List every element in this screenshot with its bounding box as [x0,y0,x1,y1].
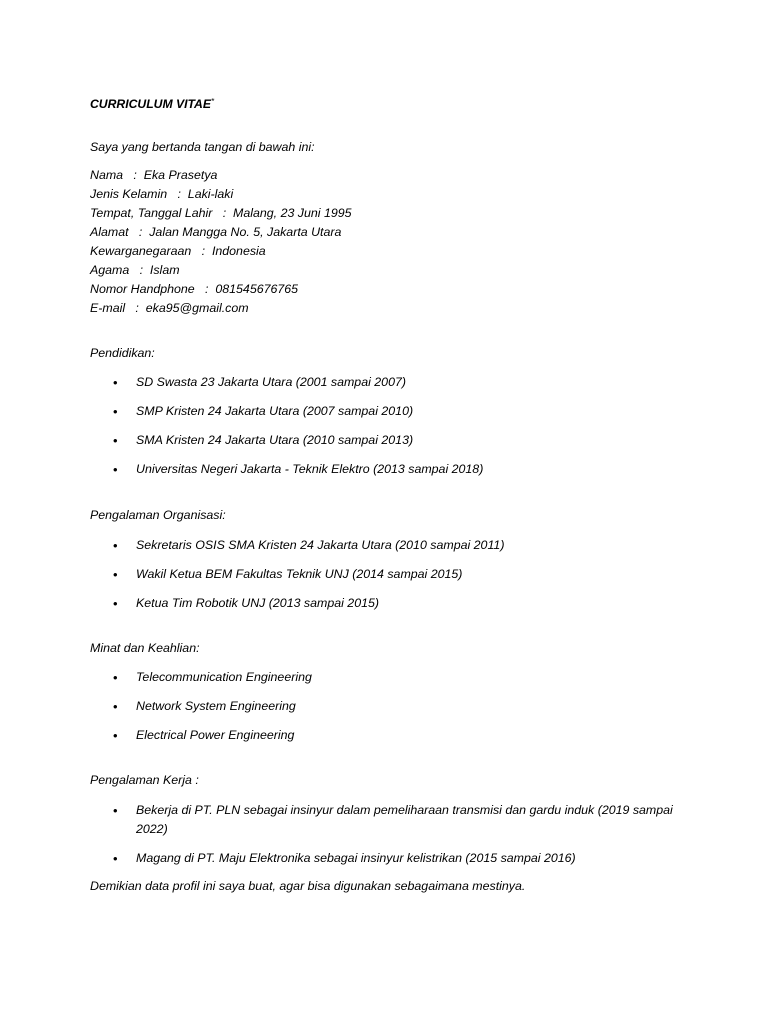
field-value: Indonesia [211,244,266,258]
skills-list [90,668,690,755]
personal-row-gender: Jenis Kelamin : Laki-laki [90,187,234,201]
list-item: • Sekretaris OSIS SMA Kristen 24 Jakarta Utara (2010 sampai 2011) [90,536,690,555]
list-item: • SD Swasta 23 Jakarta Utara (2001 sampai 2007) [90,373,690,392]
personal-row-religion: Agama : Islam [90,263,180,277]
education-list [90,373,690,489]
field-value: Eka Prasetya [143,168,218,182]
field-label: Nomor Handphone [90,282,195,296]
cv-document [90,0,690,1024]
field-label: E-mail [90,301,126,315]
section-heading-education: Pendidikan: [90,346,155,360]
organization-list [90,536,690,623]
list-item: • Magang di PT. Maju Elektronika sebagai insinyur kelistrikan (2015 sampai 2016) [90,849,690,868]
list-item: • Universitas Negeri Jakarta - Teknik Elektro (2013 sampai 2018) [90,460,690,479]
closing-statement: Demikian data profil ini saya buat, agar bisa digunakan sebagaimana mestinya. [90,879,526,893]
field-label: Kewarganegaraan [90,244,192,258]
personal-row-email: E-mail : eka95@gmail.com [90,301,249,315]
personal-row-birth: Tempat, Tanggal Lahir : Malang, 23 Juni 1995 [90,206,352,220]
list-item: • Network System Engineering [90,697,690,716]
field-value: eka95@gmail.com [145,301,249,315]
section-heading-work: Pengalaman Kerja : [90,773,199,787]
field-value: Jalan Mangga No. 5, Jakarta Utara [149,225,342,239]
work-list [90,801,690,878]
field-label: Alamat [90,225,129,239]
personal-row-name: Nama : Eka Prasetya [90,168,218,182]
list-item: • Wakil Ketua BEM Fakultas Teknik UNJ (2014 sampai 2015) [90,565,690,584]
personal-row-phone: Nomor Handphone : 081545676765 [90,282,299,296]
document-title [90,92,214,114]
field-value: Laki-laki [187,187,234,201]
personal-info [90,166,352,318]
field-label: Nama [90,168,124,182]
intro-text: Saya yang bertanda tangan di bawah ini: [90,140,315,154]
list-item: • Bekerja di PT. PLN sebagai insinyur dalam pemeliharaan transmisi dan gardu induk (2019 sampai 2022) [90,801,690,839]
field-value: 081545676765 [215,282,299,296]
list-item: • SMA Kristen 24 Jakarta Utara (2010 sampai 2013) [90,431,690,450]
field-value: Islam [149,263,180,277]
title-text: CURRICULUM VITAE [90,97,211,111]
field-label: Jenis Kelamin [90,187,168,201]
field-value: Malang, 23 Juni 1995 [233,206,352,220]
title-mark: * [210,97,215,106]
section-heading-organization: Pengalaman Organisasi: [90,508,226,522]
list-item: • Ketua Tim Robotik UNJ (2013 sampai 2015) [90,594,690,613]
personal-row-address: Alamat : Jalan Mangga No. 5, Jakarta Utara [90,225,342,239]
field-label: Agama [90,263,130,277]
list-item: • Electrical Power Engineering [90,726,690,745]
personal-row-nationality: Kewarganegaraan : Indonesia [90,244,266,258]
section-heading-skills: Minat dan Keahlian: [90,641,200,655]
list-item: • SMP Kristen 24 Jakarta Utara (2007 sampai 2010) [90,402,690,421]
field-label: Tempat, Tanggal Lahir [90,206,213,220]
list-item: • Telecommunication Engineering [90,668,690,687]
